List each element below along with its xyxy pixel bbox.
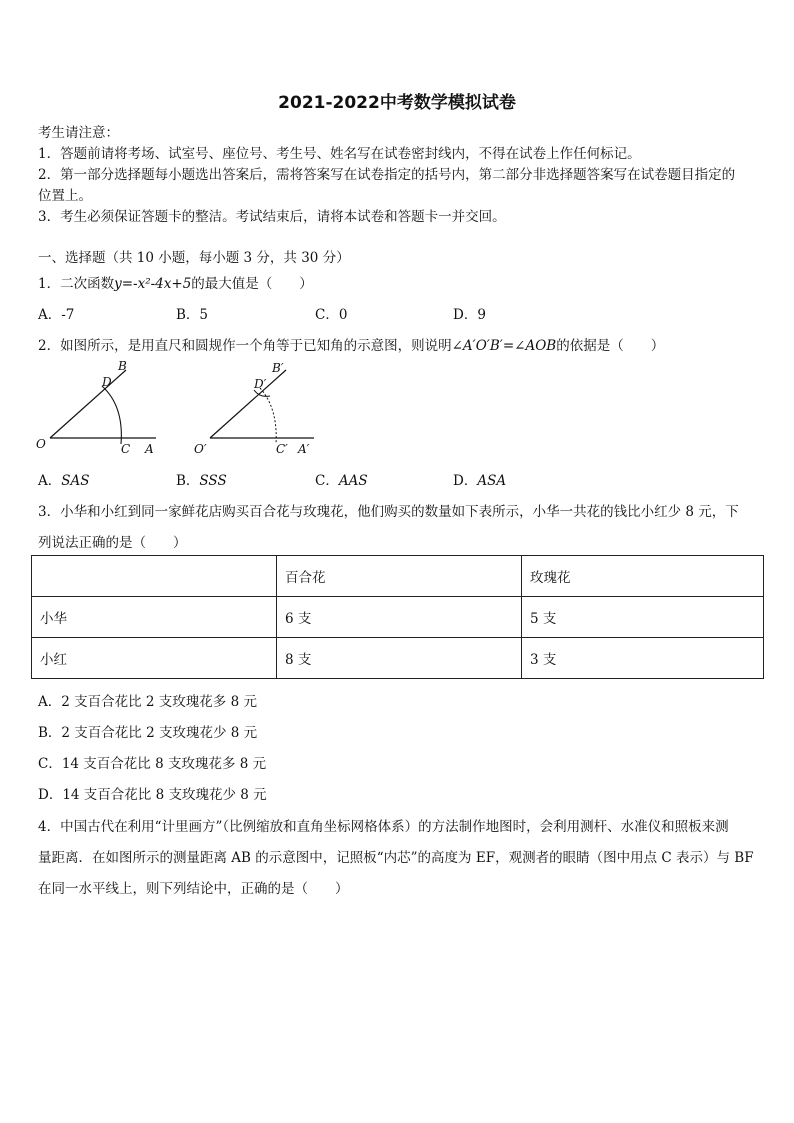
q3-table: [31, 555, 764, 679]
fig2-ray-ob: [210, 370, 286, 438]
q1-option-d[interactable]: D．9: [453, 307, 486, 323]
q2-option-b[interactable]: [176, 469, 227, 489]
table-cell: 小红: [32, 638, 277, 679]
fig1-label-d: D: [102, 375, 112, 389]
q1-option-c[interactable]: C．0: [315, 307, 348, 323]
notice-item-1: 1．答题前请将考场、试室号、座位号、考生号、姓名写在试卷密封线内，不得在试卷上作任何标记。: [38, 146, 641, 162]
table-header-cell: 玫瑰花: [522, 556, 764, 597]
q1-formula: y=-x²-4x+5: [114, 276, 192, 292]
q2-option-d[interactable]: [453, 469, 506, 489]
table-header-cell: 百合花: [277, 556, 522, 597]
q2-option-b-text: SSS: [199, 473, 227, 489]
q2-stem-b: 的依据是（ ）: [556, 338, 665, 354]
q1-option-b[interactable]: B．5: [176, 307, 209, 323]
q2-formula: ∠A′O′B′=∠AOB: [451, 338, 557, 354]
q2-option-c[interactable]: [315, 469, 368, 489]
fig2-label-a: A′: [298, 442, 310, 456]
notice-item-3: 3．考生必须保证答题卡的整洁。考试结束后，请将本试卷和答题卡一并交回。: [38, 209, 506, 225]
q3-option-b[interactable]: B．2 支百合花比 2 支玫瑰花少 8 元: [38, 725, 258, 741]
fig2-label-c: C′: [276, 442, 288, 456]
q3-stem-line-2: 列说法正确的是（ ）: [38, 535, 187, 551]
q2-option-b-prefix: B．: [176, 473, 200, 489]
q2-stem-a: 2．如图所示，是用直尺和圆规作一个角等于已知角的示意图，则说明: [38, 338, 452, 354]
page-title: 2021-2022中考数学模拟试卷: [278, 93, 516, 113]
fig2-label-b: B′: [272, 361, 284, 375]
q3-option-c[interactable]: C．14 支百合花比 8 支玫瑰花多 8 元: [38, 756, 267, 772]
q4-stem-line-1: 4．中国古代在利用“计里画方”（比例缩放和直角坐标网格体系）的方法制作地图时，会利用测杆、水准仪和照板来测: [38, 819, 729, 835]
q2-option-a[interactable]: [38, 469, 90, 489]
table-cell: 小华: [32, 597, 277, 638]
table-cell: 5 支: [522, 597, 764, 638]
section-heading: 一、选择题（共 10 小题，每小题 3 分，共 30 分）: [38, 250, 350, 266]
fig2-label-o: O′: [194, 442, 207, 456]
notice-item-2: 2．第一部分选择题每小题选出答案后，需将答案写在试卷指定的括号内，第二部分非选择题答案写在试卷题目指定的: [38, 167, 736, 183]
q1-stem-b: 的最大值是（ ）: [191, 276, 313, 292]
table-cell: 3 支: [522, 638, 764, 679]
q1-stem: [38, 272, 313, 292]
table-row: [32, 638, 764, 679]
table-header-cell: [32, 556, 277, 597]
fig1-label-o: O: [36, 437, 46, 451]
fig1-label-c: C: [121, 442, 131, 456]
q3-option-a[interactable]: A．2 支百合花比 2 支玫瑰花多 8 元: [38, 694, 257, 710]
fig1-label-b: B: [118, 359, 127, 373]
q2-option-c-prefix: C．: [315, 473, 339, 489]
q4-stem-line-3: 在同一水平线上，则下列结论中，正确的是（ ）: [38, 881, 349, 897]
q3-option-d[interactable]: D．14 支百合花比 8 支玫瑰花少 8 元: [38, 787, 267, 803]
table-cell: 8 支: [277, 638, 522, 679]
table-row: [32, 597, 764, 638]
q2-option-d-text: ASA: [477, 473, 507, 489]
fig1-label-a: A: [145, 442, 154, 456]
table-cell: 6 支: [277, 597, 522, 638]
fig2-label-d: D′: [254, 377, 267, 391]
q2-option-d-prefix: D．: [453, 473, 478, 489]
q1-stem-a: 1．二次函数: [38, 276, 115, 292]
q2-figure-2: [190, 356, 330, 461]
q2-figure-1: [30, 356, 170, 461]
q1-option-a[interactable]: A．-7: [38, 307, 75, 323]
q3-stem-line-1: 3．小华和小红到同一家鲜花店购买百合花与玫瑰花，他们购买的数量如下表所示，小华一共花的钱比小红少 8 元，下: [38, 504, 739, 520]
q4-stem-line-2: 量距离．在如图所示的测量距离 AB 的示意图中，记照板“内芯”的高度为 EF，观测者的眼睛（图中用点 C 表示）与 BF: [38, 850, 754, 866]
q2-option-c-text: AAS: [338, 473, 368, 489]
table-header-row: [32, 556, 764, 597]
fig1-arc: [102, 386, 121, 444]
notice-heading: 考生请注意：: [38, 125, 119, 141]
q2-stem: [38, 334, 664, 354]
q2-option-a-text: SAS: [61, 473, 90, 489]
notice-item-2-cont: 位置上。: [38, 188, 92, 204]
q2-option-a-prefix: A．: [38, 473, 62, 489]
